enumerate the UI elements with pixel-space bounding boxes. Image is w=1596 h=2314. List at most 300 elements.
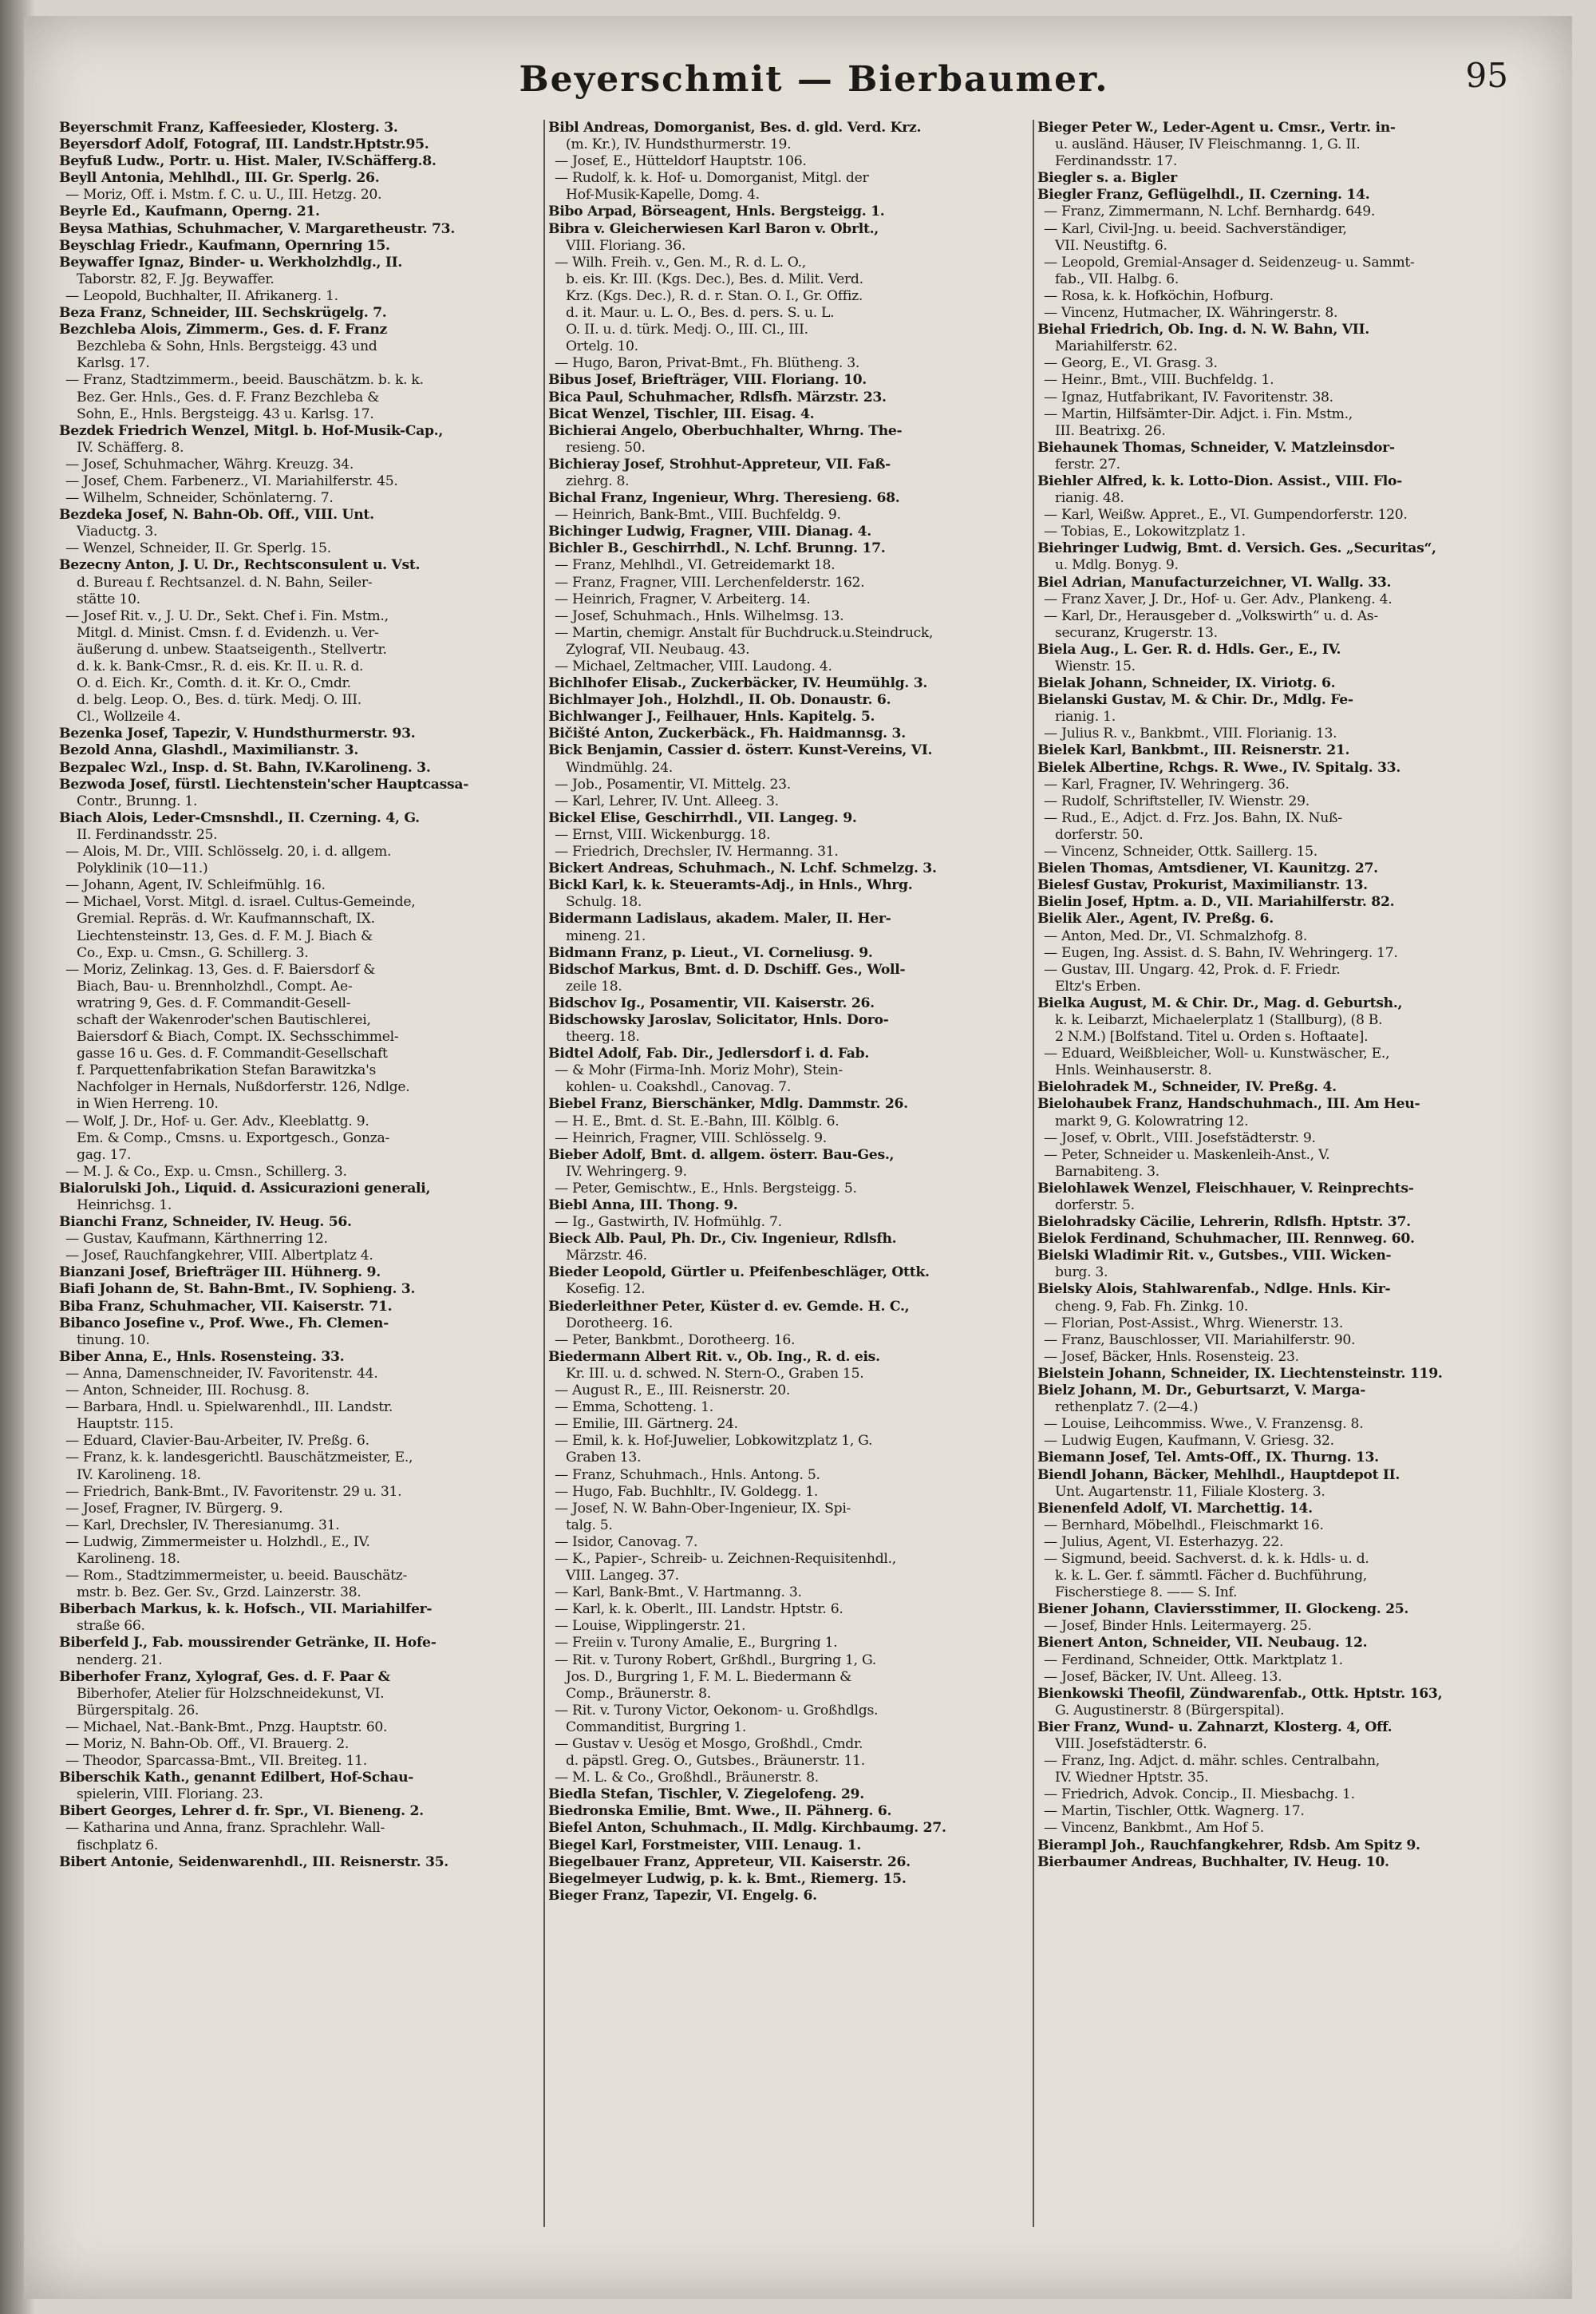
directory-entry-line: — Martin, chemigr. Anstalt für Buchdruck.u.Steindruck,: [555, 624, 934, 641]
directory-entry-line: dorferstr. 50.: [1055, 826, 1144, 843]
directory-entry-line: Unt. Augartenstr. 11, Filiale Klosterg. 3.: [1055, 1483, 1325, 1500]
directory-entry-line: — Georg, E., VI. Grasg. 3.: [1044, 355, 1218, 372]
directory-entry-line: — Rudolf, k. k. Hof- u. Domorganist, Mitgl. der: [555, 170, 869, 187]
directory-entry-line: 2 N.M.) [Bolfstand. Titel u. Orden s. Hoftaate].: [1055, 1029, 1369, 1046]
directory-entry-line: — Bernhard, Möbelhdl., Fleischmarkt 16.: [1044, 1517, 1324, 1533]
directory-entry-line: — Isidor, Canovag. 7.: [555, 1533, 698, 1550]
directory-entry-line: — Alois, M. Dr., VIII. Schlösselg. 20, i. d. allgem.: [65, 844, 392, 860]
directory-entry-line: Biel Adrian, Manufacturzeichner, VI. Wallg. 33.: [1037, 574, 1392, 591]
directory-entry-line: Biedronska Emilie, Bmt. Wwe., II. Pähnerg. 6.: [548, 1803, 892, 1820]
directory-entry-line: Bidschof Markus, Bmt. d. D. Dschiff. Ges., Woll-: [548, 961, 906, 978]
directory-entry-line: Bieger Franz, Tapezir, VI. Engelg. 6.: [548, 1887, 817, 1904]
directory-entry-line: — & Mohr (Firma-Inh. Moriz Mohr), Stein-: [555, 1062, 843, 1079]
directory-entry-line: u. ausländ. Häuser, IV Fleischmanng. 1, G. II.: [1055, 136, 1361, 153]
directory-entry-line: — Rom., Stadtzimmermeister, u. beeid. Bauschätz-: [65, 1568, 407, 1584]
directory-entry-line: Bica Paul, Schuhmacher, Rdlsfh. Märzstr. 23.: [548, 389, 887, 405]
directory-entry-line: k. k. Leibarzt, Michaelerplatz 1 (Stallburg), (8 B.: [1055, 1011, 1383, 1028]
directory-entry-line: Bidschowsky Jaroslav, Solicitator, Hnls. Doro-: [548, 1011, 889, 1028]
directory-entry-line: Bielohradsky Cäcilie, Lehrerin, Rdlsfh. Hptstr. 37.: [1037, 1214, 1411, 1231]
directory-entry-line: Bielok Ferdinand, Schuhmacher, III. Rennweg. 60.: [1037, 1231, 1415, 1248]
directory-entry-line: Bichler B., Geschirrhdl., N. Lchf. Brunng. 17.: [548, 540, 886, 557]
directory-entry-line: — Hugo, Fab. Buchhltr., IV. Goldegg. 1.: [555, 1483, 819, 1500]
directory-entry-line: k. k. L. Ger. f. sämmtl. Fächer d. Buchführung,: [1055, 1568, 1367, 1584]
directory-entry-line: — H. E., Bmt. d. St. E.-Bahn, III. Kölblg. 6.: [555, 1113, 839, 1129]
directory-entry-line: — Josef, N. W. Bahn-Ober-Ingenieur, IX. Spi-: [555, 1500, 851, 1517]
directory-entry-line: Contr., Brunng. 1.: [77, 793, 198, 809]
directory-entry-line: — Wenzel, Schneider, II. Gr. Sperlg. 15.: [65, 540, 331, 557]
directory-entry-line: Bielz Johann, M. Dr., Geburtsarzt, V. Marga-: [1037, 1382, 1366, 1399]
directory-entry-line: Ortelg. 10.: [566, 338, 638, 355]
directory-entry-line: Bibo Arpad, Börseagent, Hnls. Bergsteigg. 1.: [548, 204, 885, 220]
directory-entry-line: Bieber Adolf, Bmt. d. allgem. österr. Bau-Ges.,: [548, 1146, 895, 1163]
directory-entry-line: — Emil, k. k. Hof-Juwelier, Lobkowitzplatz 1, G.: [555, 1433, 873, 1450]
directory-entry-line: — M. J. & Co., Exp. u. Cmsn., Schillerg. 3.: [65, 1163, 347, 1180]
directory-entry-line: — Wilhelm, Schneider, Schönlaterng. 7.: [65, 490, 334, 507]
directory-entry-line: — Josef, Bäcker, IV. Unt. Alleeg. 13.: [1044, 1668, 1282, 1685]
directory-entry-line: — Gustav v. Uesög et Mosgo, Großhdl., Cmdr.: [555, 1736, 863, 1752]
directory-entry-line: Beyerschmit Franz, Kaffeesieder, Klosterg. 3.: [59, 120, 398, 136]
directory-entry-line: Bidmann Franz, p. Lieut., VI. Corneliusg. 9.: [548, 944, 873, 961]
directory-entry-line: — Sigmund, beeid. Sachverst. d. k. k. Hdls- u. d.: [1044, 1550, 1369, 1567]
directory-entry-line: Biener Johann, Claviersstimmer, II. Glockeng. 25.: [1037, 1601, 1409, 1618]
directory-entry-line: Em. & Comp., Cmsns. u. Exportgesch., Gonza-: [77, 1129, 389, 1146]
directory-entry-line: — Anna, Damenschneider, IV. Favoritenstr. 44.: [65, 1365, 378, 1382]
directory-entry-line: gag. 17.: [77, 1146, 132, 1163]
directory-entry-line: — Josef, Binder Hnls. Leitermayerg. 25.: [1044, 1618, 1312, 1635]
directory-entry-line: — Leopold, Gremial-Ansager d. Seidenzeug- u. Sammt-: [1044, 254, 1415, 271]
directory-entry-line: Windmühlg. 24.: [566, 759, 673, 776]
directory-entry-line: VIII. Langeg. 37.: [566, 1568, 679, 1584]
directory-entry-line: Karlsg. 17.: [77, 355, 150, 372]
directory-entry-line: — Ferdinand, Schneider, Ottk. Marktplatz 1.: [1044, 1651, 1343, 1668]
directory-entry-line: rianig. 48.: [1055, 490, 1124, 507]
directory-entry-line: — Michael, Vorst. Mitgl. d. israel. Cultus-Gemeinde,: [65, 894, 416, 911]
directory-entry-line: u. Mdlg. Bonyg. 9.: [1055, 557, 1179, 574]
directory-entry-line: Bichlwanger J., Feilhauer, Hnls. Kapitelg. 5.: [548, 709, 875, 726]
directory-entry-line: d. k. k. Bank-Cmsr., R. d. eis. Kr. II. u. R. d.: [77, 659, 364, 674]
directory-entry-line: Zylograf, VII. Neubaug. 43.: [566, 641, 750, 658]
directory-entry-line: d. Bureau f. Rechtsanzel. d. N. Bahn, Seiler-: [77, 574, 373, 591]
directory-entry-line: Barnabiteng. 3.: [1055, 1163, 1159, 1180]
directory-entry-line: — Michael, Nat.-Bank-Bmt., Pnzg. Hauptstr. 60.: [65, 1719, 388, 1735]
directory-entry-line: Biegelmeyer Ludwig, p. k. k. Bmt., Riemerg. 15.: [548, 1870, 907, 1887]
directory-entry-line: resieng. 50.: [566, 439, 646, 456]
directory-entry-line: — Peter, Gemischtw., E., Hnls. Bergsteigg. 5.: [555, 1180, 857, 1197]
directory-entry-line: b. eis. Kr. III. (Kgs. Dec.), Bes. d. Milit. Verd.: [566, 271, 863, 287]
directory-entry-line: Biehler Alfred, k. k. Lotto-Dion. Assist., VIII. Flo-: [1037, 473, 1403, 489]
directory-entry-line: — Vincenz, Schneider, Ottk. Saillerg. 15.: [1044, 844, 1317, 860]
directory-entry-line: Bibus Josef, Briefträger, VIII. Floriang. 10.: [548, 372, 867, 389]
directory-entry-line: tinung. 10.: [77, 1331, 150, 1348]
directory-entry-line: — Franz, k. k. landesgerichtl. Bauschätzmeister, E.,: [65, 1450, 413, 1466]
directory-entry-line: Commanditist, Burgring 1.: [566, 1719, 747, 1735]
directory-entry-line: Bezold Anna, Glashdl., Maximilianstr. 3.: [59, 742, 359, 759]
directory-entry-line: IV. Wiedner Hptstr. 35.: [1055, 1770, 1209, 1786]
directory-entry-line: — Franz, Stadtzimmerm., beeid. Bauschätzm. b. k. k.: [65, 372, 424, 389]
directory-entry-line: Biehaunek Thomas, Schneider, V. Matzleinsdor-: [1037, 439, 1395, 456]
directory-entry-line: äußerung d. unbew. Staatseigenth., Stellvertr.: [77, 641, 387, 658]
directory-entry-line: — Josef, v. Obrlt., VIII. Josefstädterstr. 9.: [1044, 1129, 1316, 1146]
directory-entry-line: — Rosa, k. k. Hofköchin, Hofburg.: [1044, 287, 1274, 304]
directory-entry-line: Bezchleba & Sohn, Hnls. Bergsteigg. 43 und: [77, 338, 377, 355]
directory-entry-line: Mitgl. d. Minist. Cmsn. f. d. Evidenzh. u. Ver-: [77, 624, 379, 641]
directory-entry-line: — Vincenz, Bankbmt., Am Hof 5.: [1044, 1820, 1264, 1837]
directory-entry-line: Biberschik Kath., genannt Edilbert, Hof-Schau-: [59, 1770, 414, 1786]
directory-entry-line: — Moriz, Zelinkag. 13, Ges. d. F. Baiersdorf &: [65, 961, 376, 978]
directory-entry-line: Biela Aug., L. Ger. R. d. Hdls. Ger., E., IV.: [1037, 641, 1341, 658]
directory-entry-line: — Rud., E., Adjct. d. Frz. Jos. Bahn, IX. Nuß-: [1044, 809, 1342, 826]
directory-entry-line: — M. L. & Co., Großhdl., Bräunerstr. 8.: [555, 1770, 819, 1786]
directory-entry-line: — Josef, Chem. Farbenerz., VI. Mariahilferstr. 45.: [65, 473, 398, 489]
directory-entry-line: Bickel Elise, Geschirrhdl., VII. Langeg. 9.: [548, 809, 857, 826]
directory-entry-line: O. II. u. d. türk. Medj. O., III. Cl., III.: [566, 322, 808, 338]
directory-entry-line: — Rit. v. Turony Robert, Grßhdl., Burgring 1, G.: [555, 1651, 876, 1668]
directory-entry-line: Bielak Johann, Schneider, IX. Viriotg. 6.: [1037, 675, 1336, 692]
directory-entry-line: burg. 3.: [1055, 1264, 1108, 1281]
directory-entry-line: — Franz, Bauschlosser, VII. Mariahilferstr. 90.: [1044, 1331, 1356, 1348]
directory-entry-line: — Eduard, Clavier-Bau-Arbeiter, IV. Preßg. 6.: [65, 1433, 369, 1450]
directory-entry-line: Bier Franz, Wund- u. Zahnarzt, Klosterg. 4, Off.: [1037, 1719, 1393, 1735]
directory-entry-line: — Josef, Fragner, IV. Bürgerg. 9.: [65, 1500, 283, 1517]
directory-entry-line: Bielin Josef, Hptm. a. D., VII. Mariahilferstr. 82.: [1037, 894, 1395, 911]
directory-entry-line: wratring 9, Ges. d. F. Commandit-Gesell-: [77, 995, 351, 1011]
directory-entry-line: — Heinrich, Bank-Bmt., VIII. Buchfeldg. 9.: [555, 507, 841, 524]
directory-entry-line: Beyschlag Friedr., Kaufmann, Opernring 15.: [59, 237, 390, 254]
directory-entry-line: — Tobias, E., Lokowitzplatz 1.: [1044, 524, 1246, 540]
directory-entry-line: Wienstr. 15.: [1055, 659, 1136, 674]
directory-entry-line: f. Parquettenfabrikation Stefan Barawitzka's: [77, 1062, 377, 1079]
directory-entry-line: Biegler Franz, Geflügelhdl., II. Czerning. 14.: [1037, 187, 1370, 204]
directory-entry-line: Biber Anna, E., Hnls. Rosensteing. 33.: [59, 1348, 345, 1365]
directory-entry-line: Beyll Antonia, Mehlhdl., III. Gr. Sperlg. 26.: [59, 170, 380, 187]
directory-entry-line: Biba Franz, Schuhmacher, VII. Kaiserstr. 71.: [59, 1298, 393, 1315]
directory-entry-line: Beyfuß Ludw., Portr. u. Hist. Maler, IV.Schäfferg.8.: [59, 153, 437, 170]
directory-entry-line: Bibert Antonie, Seidenwarenhdl., III. Reisnerstr. 35.: [59, 1853, 448, 1870]
directory-entry-line: Biemann Josef, Tel. Amts-Off., IX. Thurng. 13.: [1037, 1450, 1379, 1466]
directory-entry-line: fischplatz 6.: [77, 1837, 159, 1853]
directory-entry-line: VIII. Floriang. 36.: [566, 237, 686, 254]
directory-entry-line: Bieck Alb. Paul, Ph. Dr., Civ. Ingenieur, Rdlsfh.: [548, 1231, 897, 1248]
directory-entry-line: — Eduard, Weißbleicher, Woll- u. Kunstwäscher, E.,: [1044, 1046, 1390, 1062]
directory-entry-line: Biberhofer, Atelier für Holzschneidekunst, VI.: [77, 1685, 385, 1702]
directory-entry-line: — Moriz, Off. i. Mstm. f. C. u. U., III. Hetzg. 20.: [65, 187, 382, 204]
directory-entry-line: Bezchleba Alois, Zimmerm., Ges. d. F. Franz: [59, 322, 387, 338]
directory-entry-line: markt 9, G. Kolowratring 12.: [1055, 1113, 1249, 1129]
directory-entry-line: Polyklinik (10—11.): [77, 860, 208, 877]
directory-entry-line: Biehringer Ludwig, Bmt. d. Versich. Ges. „Securitas“,: [1037, 540, 1436, 557]
directory-entry-line: Bezecny Anton, J. U. Dr., Rechtsconsulent u. Vst.: [59, 557, 421, 574]
directory-entry-line: Bieger Peter W., Leder-Agent u. Cmsr., Vertr. in-: [1037, 120, 1396, 136]
directory-entry-line: Biefel Anton, Schuhmach., II. Mdlg. Kirchbaumg. 27.: [548, 1820, 946, 1837]
directory-entry-line: Bibra v. Gleicherwiesen Karl Baron v. Obrlt.,: [548, 220, 879, 237]
directory-entry-line: theerg. 18.: [566, 1029, 640, 1046]
directory-entry-line: Fischerstiege 8. —— S. Inf.: [1055, 1584, 1238, 1601]
directory-entry-line: Eltz's Erben.: [1055, 978, 1141, 995]
directory-entry-line: Bierampl Joh., Rauchfangkehrer, Rdsb. Am Spitz 9.: [1037, 1837, 1420, 1853]
directory-entry-line: Bidermann Ladislaus, akadem. Maler, II. Her-: [548, 911, 891, 928]
directory-entry-line: — Josef, Schuhmacher, Währg. Kreuzg. 34.: [65, 456, 354, 473]
directory-entry-line: — Franz, Mehlhdl., VI. Getreidemarkt 18.: [555, 557, 836, 574]
directory-entry-line: Liechtensteinstr. 13, Ges. d. F. M. J. Biach &: [77, 928, 373, 944]
directory-entry-line: cheng. 9, Fab. Fh. Zinkg. 10.: [1055, 1298, 1249, 1315]
directory-entry-line: Biach, Bau- u. Brennholzhdl., Compt. Ae-: [77, 978, 353, 995]
directory-entry-line: spielerin, VIII. Floriang. 23.: [77, 1786, 263, 1803]
directory-entry-line: — Julius R. v., Bankbmt., VIII. Florianig. 13.: [1044, 726, 1337, 742]
directory-entry-line: Graben 13.: [566, 1450, 642, 1466]
directory-entry-line: (m. Kr.), IV. Hundsthurmerstr. 19.: [566, 136, 792, 153]
directory-entry-line: Bidschov Ig., Posamentir, VII. Kaiserstr. 26.: [548, 995, 875, 1011]
directory-entry-line: dorferstr. 5.: [1055, 1197, 1135, 1213]
directory-entry-line: — Karl, Fragner, IV. Wehringerg. 36.: [1044, 776, 1290, 793]
directory-entry-line: — Leopold, Buchhalter, II. Afrikanerg. 1.: [65, 287, 338, 304]
directory-entry-line: Gremial. Repräs. d. Wr. Kaufmannschaft, IX.: [77, 911, 375, 928]
directory-entry-line: Biach Alois, Leder-Cmsnshdl., II. Czerning. 4, G.: [59, 809, 420, 826]
directory-entry-line: talg. 5.: [566, 1517, 613, 1533]
page-number: 95: [1465, 56, 1508, 95]
directory-entry-line: Schulg. 18.: [566, 894, 642, 911]
directory-entry-line: ferstr. 27.: [1055, 456, 1120, 473]
directory-entry-line: — Friedrich, Bank-Bmt., IV. Favoritenstr. 29 u. 31.: [65, 1483, 402, 1500]
directory-entry-line: Co., Exp. u. Cmsn., G. Schillerg. 3.: [77, 944, 309, 961]
directory-entry-line: IV. Wehringerg. 9.: [566, 1163, 687, 1180]
directory-entry-line: — Josef, E., Hütteldorf Hauptstr. 106.: [555, 153, 807, 170]
directory-entry-line: Taborstr. 82, F. Jg. Beywaffer.: [77, 271, 275, 287]
directory-entry-line: Biederleithner Peter, Küster d. ev. Gemde. H. C.,: [548, 1298, 910, 1315]
directory-entry-line: — Karl, Civil-Jng. u. beeid. Sachverständiger,: [1044, 220, 1347, 237]
directory-entry-line: — Ignaz, Hutfabrikant, IV. Favoritenstr. 38.: [1044, 389, 1333, 405]
directory-entry-line: — August R., E., III. Reisnerstr. 20.: [555, 1382, 791, 1399]
directory-entry-line: IV. Karolineng. 18.: [77, 1466, 201, 1483]
directory-entry-line: Ferdinandsstr. 17.: [1055, 153, 1177, 170]
directory-entry-line: O. d. Eich. Kr., Comth. d. it. Kr. O., Cmdr.: [77, 675, 351, 692]
directory-entry-line: IV. Schäfferg. 8.: [77, 439, 184, 456]
directory-entry-line: Bez. Ger. Hnls., Ges. d. F. Franz Bezchleba &: [77, 389, 380, 405]
directory-entry-line: kohlen- u. Coakshdl., Canovag. 7.: [566, 1079, 791, 1096]
directory-entry-line: — Rit. v. Turony Victor, Oekonom- u. Großhdlgs.: [555, 1702, 879, 1719]
directory-entry-line: G. Augustinerstr. 8 (Bürgerspital).: [1055, 1702, 1285, 1719]
directory-entry-line: — Rudolf, Schriftsteller, IV. Wienstr. 29.: [1044, 793, 1310, 809]
directory-entry-line: Bibanco Josefine v., Prof. Wwe., Fh. Clemen-: [59, 1315, 389, 1331]
directory-entry-line: Kr. III. u. d. schwed. N. Stern-O., Graben 15.: [566, 1365, 864, 1382]
directory-entry-line: Bičišté Anton, Zuckerbäck., Fh. Haidmannsg. 3.: [548, 726, 906, 742]
directory-entry-line: Bielsky Alois, Stahlwarenfab., Ndlge. Hnls. Kir-: [1037, 1281, 1391, 1298]
directory-entry-line: Bickl Karl, k. k. Steueramts-Adj., in Hnls., Whrg.: [548, 877, 913, 894]
directory-entry-line: Viaductg. 3.: [77, 524, 158, 540]
directory-entry-line: Biberbach Markus, k. k. Hofsch., VII. Mariahilfer-: [59, 1601, 433, 1618]
directory-entry-line: — Karl, Lehrer, IV. Unt. Alleeg. 3.: [555, 793, 779, 809]
directory-entry-line: — Hugo, Baron, Privat-Bmt., Fh. Blütheng. 3.: [555, 355, 860, 372]
directory-entry-line: — Anton, Med. Dr., VI. Schmalzhofg. 8.: [1044, 928, 1307, 944]
directory-entry-line: Baiersdorf & Biach, Compt. IX. Sechsschimmel-: [77, 1029, 399, 1046]
directory-entry-line: — Katharina und Anna, franz. Sprachlehr. Wall-: [65, 1820, 385, 1837]
directory-entry-line: d. päpstl. Greg. O., Gutsbes., Bräunerstr. 11.: [566, 1753, 865, 1770]
directory-entry-line: — Ludwig, Zimmermeister u. Holzhdl., E., IV.: [65, 1533, 370, 1550]
directory-entry-line: Bielohlawek Wenzel, Fleischhauer, V. Reinprechts-: [1037, 1180, 1414, 1197]
directory-entry-line: Karolineng. 18.: [77, 1550, 180, 1567]
directory-entry-line: Bichinger Ludwig, Fragner, VIII. Dianag. 4.: [548, 524, 871, 540]
directory-entry-line: Bidtel Adolf, Fab. Dir., Jedlersdorf i. d. Fab.: [548, 1046, 870, 1062]
directory-entry-line: — Karl, k. k. Oberlt., III. Landstr. Hptstr. 6.: [555, 1601, 843, 1618]
directory-entry-line: — Karl, Drechsler, IV. Theresianumg. 31.: [65, 1517, 340, 1533]
directory-entry-line: schaft der Wakenroder'schen Bautischlerei,: [77, 1011, 371, 1028]
directory-entry-line: Biberhofer Franz, Xylograf, Ges. d. F. Paar &: [59, 1668, 390, 1685]
directory-entry-line: — Heinrich, Fragner, VIII. Schlösselg. 9.: [555, 1129, 827, 1146]
directory-entry-line: Bienkowski Theofil, Zündwarenfab., Ottk. Hptstr. 163,: [1037, 1685, 1443, 1702]
directory-entry-line: Biegel Karl, Forstmeister, VIII. Lenaug. 1.: [548, 1837, 862, 1853]
directory-entry-line: Hauptstr. 115.: [77, 1416, 174, 1433]
directory-entry-line: — Eugen, Ing. Assist. d. S. Bahn, IV. Wehringerg. 17.: [1044, 944, 1398, 961]
directory-entry-line: — Freiin v. Turony Amalie, E., Burgring 1.: [555, 1635, 838, 1651]
directory-entry-line: — Gustav, III. Ungarg. 42, Prok. d. F. Friedr.: [1044, 961, 1341, 978]
directory-entry-line: Beysa Mathias, Schuhmacher, V. Margaretheustr. 73.: [59, 220, 455, 237]
directory-entry-line: Bezdek Friedrich Wenzel, Mitgl. b. Hof-Musik-Cap.,: [59, 422, 444, 439]
directory-entry-line: Bielesf Gustav, Prokurist, Maximilianstr. 13.: [1037, 877, 1368, 894]
directory-entry-line: Bichieray Josef, Strohhut-Appreteur, VII. Faß-: [548, 456, 891, 473]
directory-entry-line: — Karl, Weißw. Appret., E., VI. Gumpendorferstr. 120.: [1044, 507, 1408, 524]
running-head: Beyerschmit — Bierbaumer.: [519, 59, 1109, 100]
directory-entry-line: — Ernst, VIII. Wickenburgg. 18.: [555, 826, 771, 843]
directory-entry-line: Bibert Georges, Lehrer d. fr. Spr., VI. Bieneng. 2.: [59, 1803, 424, 1820]
directory-entry-line: Bielen Thomas, Amtsdiener, VI. Kaunitzg. 27.: [1037, 860, 1378, 877]
directory-entry-line: — Vincenz, Hutmacher, IX. Währingerstr. 8.: [1044, 305, 1338, 322]
directory-entry-line: — Karl, Dr., Herausgeber d. „Volkswirth“ u. d. As-: [1044, 607, 1378, 624]
directory-entry-line: — Emilie, III. Gärtnerg. 24.: [555, 1416, 738, 1433]
directory-entry-line: mstr. b. Bez. Ger. Sv., Grzd. Lainzerstr. 38.: [77, 1584, 361, 1601]
directory-entry-line: rethenplatz 7. (2—4.): [1055, 1399, 1199, 1416]
directory-entry-line: Bezwoda Josef, fürstl. Liechtenstein'scher Hauptcassa-: [59, 776, 469, 793]
directory-entry-line: Biegler s. a. Bigler: [1037, 170, 1177, 187]
directory-entry-line: Biendl Johann, Bäcker, Mehlhdl., Hauptdepot II.: [1037, 1466, 1400, 1483]
directory-entry-line: — Emma, Schotteng. 1.: [555, 1399, 713, 1416]
directory-entry-line: Bielohradek M., Schneider, IV. Preßg. 4.: [1037, 1079, 1337, 1096]
directory-entry-line: Bielka August, M. & Chir. Dr., Mag. d. Geburtsh.,: [1037, 995, 1403, 1011]
directory-entry-line: Hnls. Weinhauserstr. 8.: [1055, 1062, 1212, 1079]
column-2: [545, 120, 1034, 2227]
directory-entry-line: Kosefig. 12.: [566, 1281, 646, 1298]
directory-entry-line: VIII. Josefstädterstr. 6.: [1055, 1736, 1207, 1752]
directory-entry-line: Märzstr. 46.: [566, 1248, 647, 1264]
directory-entry-line: gasse 16 u. Ges. d. F. Commandit-Gesellschaft: [77, 1046, 388, 1062]
directory-entry-line: III. Beatrixg. 26.: [1055, 422, 1166, 439]
directory-entry-line: Biedla Stefan, Tischler, V. Ziegelofeng. 29.: [548, 1786, 864, 1803]
directory-entry-line: Comp., Bräunerstr. 8.: [566, 1685, 711, 1702]
directory-entry-line: Bianchi Franz, Schneider, IV. Heug. 56.: [59, 1214, 352, 1231]
directory-entry-line: — Heinrich, Fragner, V. Arbeiterg. 14.: [555, 591, 811, 607]
directory-entry-line: Biedermann Albert Rit. v., Ob. Ing., R. d. eis.: [548, 1348, 880, 1365]
directory-entry-line: Bienert Anton, Schneider, VII. Neubaug. 12.: [1037, 1635, 1368, 1651]
directory-entry-line: nenderg. 21.: [77, 1651, 163, 1668]
directory-entry-line: — Josef, Bäcker, Hnls. Rosensteig. 23.: [1044, 1348, 1299, 1365]
directory-entry-line: Bick Benjamin, Cassier d. österr. Kunst-Vereins, VI.: [548, 742, 933, 759]
directory-entry-line: Bialorulski Joh., Liquid. d. Assicurazioni generali,: [59, 1180, 431, 1197]
directory-entry-line: Biafi Johann de, St. Bahn-Bmt., IV. Sophieng. 3.: [59, 1281, 416, 1298]
directory-entry-line: Biebel Franz, Bierschänker, Mdlg. Dammstr. 26.: [548, 1096, 908, 1113]
directory-entry-line: — K., Papier-, Schreib- u. Zeichnen-Requisitenhdl.,: [555, 1550, 896, 1567]
directory-entry-line: — Heinr., Bmt., VIII. Buchfeldg. 1.: [1044, 372, 1274, 389]
directory-entry-line: — Karl, Bank-Bmt., V. Hartmanng. 3.: [555, 1584, 802, 1601]
directory-entry-line: — Martin, Hilfsämter-Dir. Adjct. i. Fin. Mstm.,: [1044, 405, 1353, 422]
directory-entry-line: — Louise, Leihcommiss. Wwe., V. Franzensg. 8.: [1044, 1416, 1364, 1433]
directory-entry-line: — Theodor, Sparcassa-Bmt., VII. Breiteg. 11.: [65, 1753, 367, 1770]
directory-entry-line: — Barbara, Hndl. u. Spielwarenhdl., III. Landstr.: [65, 1399, 393, 1416]
directory-entry-line: d. it. Maur. u. L. O., Bes. d. pers. S. u. L.: [566, 305, 835, 322]
directory-entry-line: Hof-Musik-Kapelle, Domg. 4.: [566, 187, 760, 204]
directory-entry-line: — Johann, Agent, IV. Schleifmühlg. 16.: [65, 877, 326, 894]
directory-entry-line: mineng. 21.: [566, 928, 646, 944]
directory-entry-line: — Moriz, N. Bahn-Ob. Off., VI. Brauerg. 2.: [65, 1736, 350, 1752]
directory-entry-line: Bürgerspitalg. 26.: [77, 1702, 200, 1719]
directory-entry-line: Bielstein Johann, Schneider, IX. Liechtensteinstr. 119.: [1037, 1365, 1443, 1382]
directory-entry-line: Bickert Andreas, Schuhmach., N. Lchf. Schmelzg. 3.: [548, 860, 937, 877]
directory-entry-line: Biegelbauer Franz, Appreteur, VII. Kaiserstr. 26.: [548, 1853, 911, 1870]
directory-entry-line: — Martin, Tischler, Ottk. Wagnerg. 17.: [1044, 1803, 1305, 1820]
directory-entry-line: Beyersdorf Adolf, Fotograf, III. Landstr.Hptstr.95.: [59, 136, 429, 153]
column-1: [56, 120, 545, 2227]
directory-entry-line: in Wien Herreng. 10.: [77, 1096, 219, 1113]
directory-entry-line: Bielek Karl, Bankbmt., III. Reisnerstr. 21.: [1037, 742, 1350, 759]
directory-entry-line: — Louise, Wipplingerstr. 21.: [555, 1618, 746, 1635]
directory-entry-line: Biehal Friedrich, Ob. Ing. d. N. W. Bahn, VII.: [1037, 322, 1369, 338]
directory-entry-line: Bielek Albertine, Rchgs. R. Wwe., IV. Spitalg. 33.: [1037, 759, 1401, 776]
directory-entry-line: — Franz Xaver, J. Dr., Hof- u. Ger. Adv., Plankeng. 4.: [1044, 591, 1393, 607]
directory-entry-line: II. Ferdinandsstr. 25.: [77, 826, 218, 843]
directory-entry-line: Bichierai Angelo, Oberbuchhalter, Whrng. The-: [548, 422, 903, 439]
directory-entry-line: Beywaffer Ignaz, Binder- u. Werkholzhdlg., II.: [59, 254, 403, 271]
directory-entry-line: Bezpalec Wzl., Insp. d. St. Bahn, IV.Karolineng. 3.: [59, 759, 431, 776]
directory-entry-line: Bieder Leopold, Gürtler u. Pfeifenbeschläger, Ottk.: [548, 1264, 930, 1281]
directory-entry-line: — Franz, Schuhmach., Hnls. Antong. 5.: [555, 1466, 820, 1483]
directory-entry-line: — Michael, Zeltmacher, VIII. Laudong. 4.: [555, 659, 832, 674]
directory-entry-line: Bielohaubek Franz, Handschuhmach., III. Am Heu-: [1037, 1096, 1420, 1113]
directory-page: [24, 16, 1572, 2299]
directory-entry-line: — Josef, Rauchfangkehrer, VIII. Albertplatz 4.: [65, 1248, 373, 1264]
directory-entry-line: Bezenka Josef, Tapezir, V. Hundsthurmerstr. 93.: [59, 726, 416, 742]
directory-entry-line: Bielski Wladimir Rit. v., Gutsbes., VIII. Wicken-: [1037, 1248, 1392, 1264]
directory-entry-line: — Peter, Bankbmt., Dorotheerg. 16.: [555, 1331, 796, 1348]
directory-entry-line: Bierbaumer Andreas, Buchhalter, IV. Heug. 10.: [1037, 1853, 1389, 1870]
directory-entry-line: Bichlmayer Joh., Holzhdl., II. Ob. Donaustr. 6.: [548, 692, 891, 709]
directory-entry-line: rianig. 1.: [1055, 709, 1116, 726]
directory-entry-line: Bielik Aler., Agent, IV. Preßg. 6.: [1037, 911, 1274, 928]
directory-entry-line: Heinrichsg. 1.: [77, 1197, 172, 1213]
directory-entry-line: Cl., Wollzeile 4.: [77, 709, 181, 726]
directory-entry-line: — Gustav, Kaufmann, Kärthnerring 12.: [65, 1231, 328, 1248]
directory-entry-line: Dorotheerg. 16.: [566, 1315, 673, 1331]
directory-entry-line: stätte 10.: [77, 591, 140, 607]
directory-entry-line: Biberfeld J., Fab. moussirender Getränke, II. Hofe-: [59, 1635, 437, 1651]
directory-entry-line: VII. Neustiftg. 6.: [1055, 237, 1167, 254]
directory-entry-line: — Josef Rit. v., J. U. Dr., Sekt. Chef i. Fin. Mstm.,: [65, 607, 389, 624]
directory-entry-line: — Friedrich, Drechsler, IV. Hermanng. 31.: [555, 844, 839, 860]
directory-entry-line: — Josef, Schuhmach., Hnls. Wilhelmsg. 13.: [555, 607, 844, 624]
directory-entry-line: zeile 18.: [566, 978, 622, 995]
directory-entry-line: Bichlhofer Elisab., Zuckerbäcker, IV. Heumühlg. 3.: [548, 675, 928, 692]
directory-entry-line: ziehrg. 8.: [566, 473, 630, 489]
directory-entry-line: — Franz, Zimmermann, N. Lchf. Bernhardg. 649.: [1044, 204, 1376, 220]
directory-entry-line: Nachfolger in Hernals, Nußdorferstr. 126, Ndlge.: [77, 1079, 410, 1096]
directory-entry-line: — Franz, Fragner, VIII. Lerchenfelderstr. 162.: [555, 574, 865, 591]
directory-entry-line: — Wolf, J. Dr., Hof- u. Ger. Adv., Kleeblattg. 9.: [65, 1113, 369, 1129]
directory-entry-line: Sohn, E., Hnls. Bergsteigg. 43 u. Karlsg. 17.: [77, 405, 374, 422]
directory-entry-line: Bienenfeld Adolf, VI. Marchettig. 14.: [1037, 1500, 1313, 1517]
directory-entry-line: — Anton, Schneider, III. Rochusg. 8.: [65, 1382, 310, 1399]
directory-entry-line: — Ludwig Eugen, Kaufmann, V. Griesg. 32.: [1044, 1433, 1334, 1450]
directory-entry-line: Bicat Wenzel, Tischler, III. Eisag. 4.: [548, 405, 815, 422]
directory-entry-line: — Peter, Schneider u. Maskenleih-Anst., V.: [1044, 1146, 1330, 1163]
directory-entry-line: fab., VII. Halbg. 6.: [1055, 271, 1179, 287]
directory-entry-line: Bielanski Gustav, M. & Chir. Dr., Mdlg. Fe-: [1037, 692, 1353, 709]
directory-entry-line: d. belg. Leop. O., Bes. d. türk. Medj. O. III.: [77, 692, 361, 709]
